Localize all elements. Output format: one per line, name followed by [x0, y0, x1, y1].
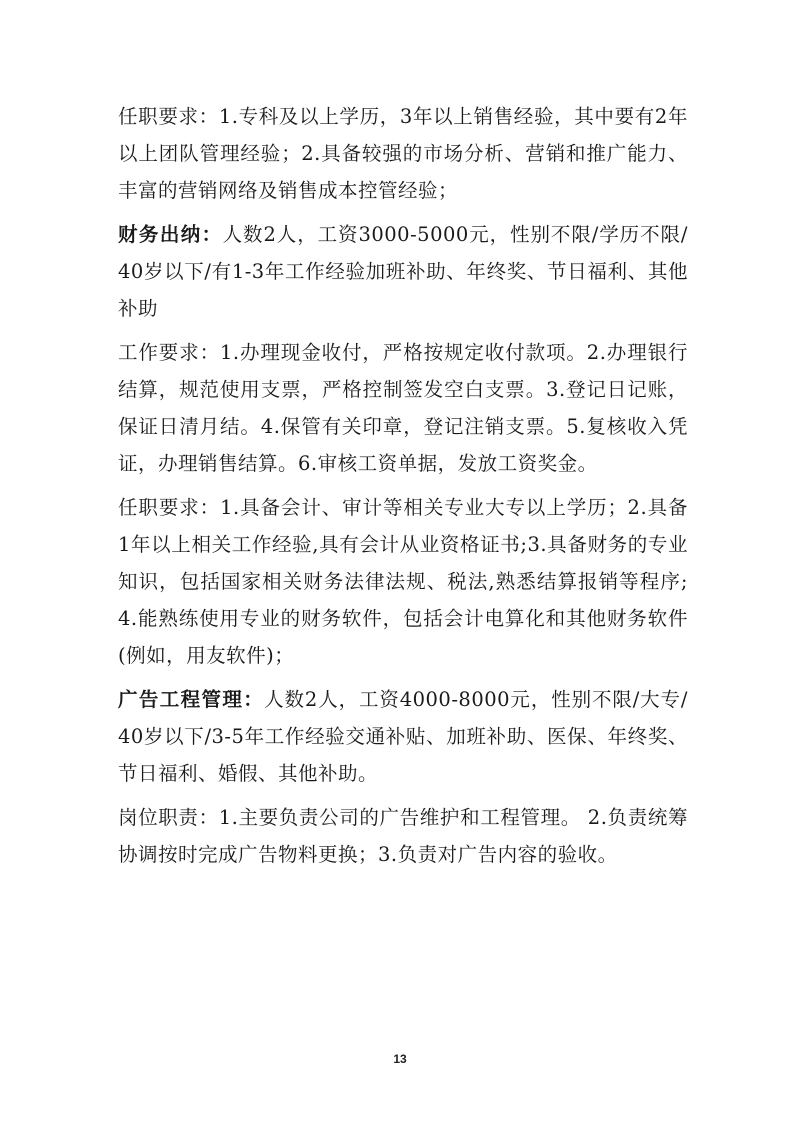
paragraph-cashier-position [118, 216, 688, 327]
page-number: 13 [393, 1052, 407, 1066]
paragraph-text: 任职要求：1.具备会计、审计等相关专业大专以上学历；2.具备1年以上相关工作经验,具有会计从业资格证书;3.具备财务的专业知识，包括国家相关财务法律法规、税法,熟悉结算报销等程序;4.能熟练使用专业的财务软件，包括会计电算化和其他财务软件(例如，用友软件)； [118, 496, 688, 667]
document-body [118, 98, 688, 880]
paragraph-text: 任职要求：1.专科及以上学历，3年以上销售经验，其中要有2年以上团队管理经验；2.具备较强的市场分析、营销和推广能力、丰富的营销网络及销售成本控管经验； [118, 105, 688, 202]
paragraph-sales-requirements [118, 98, 688, 209]
paragraph-text: 人数2人，工资3000-5000元，性别不限/学历不限/40岁以下/有1-3年工作经验加班补助、年终奖、节日福利、其他补助 [118, 223, 688, 320]
paragraph-ad-engineering-duties [118, 799, 688, 873]
paragraph-ad-engineering-position [118, 681, 688, 792]
paragraph-text: 工作要求：1.办理现金收付，严格按规定收付款项。2.办理银行结算，规范使用支票，严格控制签发空白支票。3.登记日记账，保证日清月结。4.保管有关印章，登记注销支票。5.复核收入凭证，办理销售结算。6.审核工资单据，发放工资奖金。 [118, 341, 688, 475]
paragraph-cashier-duties [118, 334, 688, 482]
paragraph-cashier-requirements [118, 489, 688, 674]
paragraph-text: 人数2人，工资4000-8000元，性别不限/大专/40岁以下/3-5年工作经验交通补贴、加班补助、医保、年终奖、节日福利、婚假、其他补助。 [118, 688, 688, 785]
paragraph-heading: 广告工程管理： [118, 688, 265, 711]
paragraph-heading: 财务出纳： [118, 223, 223, 246]
paragraph-text: 岗位职责：1.主要负责公司的广告维护和工程管理。 2.负责统筹协调按时完成广告物料更换；3.负责对广告内容的验收。 [118, 806, 688, 866]
